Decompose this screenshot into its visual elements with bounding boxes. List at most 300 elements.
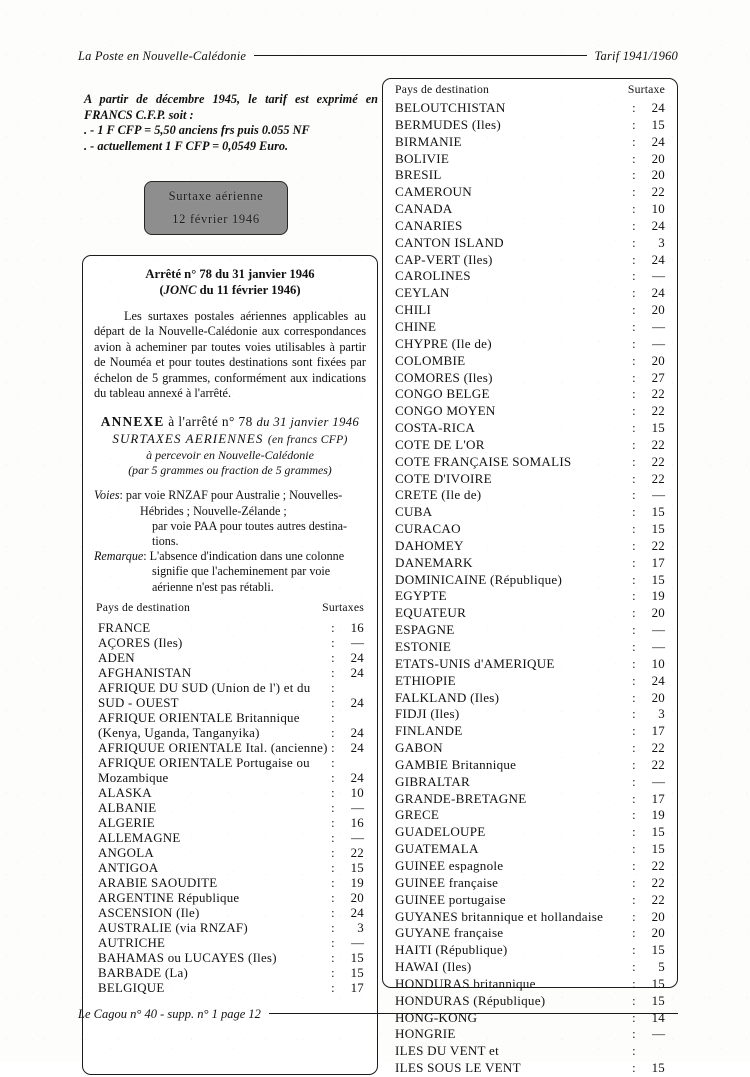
table-row — [395, 841, 667, 858]
table-row — [395, 235, 667, 252]
row-colon: : — [632, 690, 636, 705]
table-row — [395, 858, 667, 875]
country-name: ETHIOPIE — [395, 672, 456, 688]
table-row — [395, 201, 667, 218]
country-name: CRETE (Ile de) — [395, 487, 482, 503]
country-name: CANARIES — [395, 217, 463, 233]
row-colon: : — [632, 741, 636, 756]
country-name: GIBRALTAR — [395, 773, 470, 789]
country-name: AFRIQUE ORIENTALE Portugaise ou — [98, 755, 310, 770]
country-name: ALGERIE — [98, 815, 155, 830]
table-row — [98, 651, 366, 666]
surtax-value: 20 — [350, 890, 364, 905]
row-colon: : — [331, 875, 335, 890]
intro-line-2: . - 1 F CFP = 5,50 anciens frs puis 0.055 NF — [84, 123, 310, 137]
table-row — [395, 268, 667, 285]
country-name: GUYANE française — [395, 925, 504, 941]
voies-label: Voies — [94, 488, 120, 503]
surtax-value: 15 — [651, 505, 665, 520]
row-colon: : — [632, 421, 636, 436]
country-name: ANTIGOA — [98, 860, 159, 875]
country-name: HONG-KONG — [395, 1009, 478, 1025]
row-colon: : — [632, 993, 636, 1008]
country-name: GUINEE portugaise — [395, 891, 506, 907]
row-colon: : — [632, 454, 636, 469]
arrete-date-jonc: du 11 février 1946) — [196, 283, 301, 297]
table-row — [395, 100, 667, 117]
country-name: GRANDE-BRETAGNE — [395, 790, 527, 806]
surtax-value: 22 — [651, 741, 665, 756]
row-colon: : — [632, 673, 636, 688]
table-row — [395, 925, 667, 942]
surtax-value: 24 — [651, 101, 665, 115]
country-name: CAMEROUN — [395, 184, 472, 200]
row-colon: : — [331, 650, 335, 665]
surtax-value: 19 — [651, 589, 665, 604]
row-colon: : — [632, 437, 636, 452]
table-row — [98, 756, 366, 771]
row-colon: : — [632, 1027, 636, 1042]
row-colon: : — [331, 890, 335, 905]
row-colon: : — [331, 770, 335, 785]
surtax-value: 20 — [651, 353, 665, 368]
table-row — [395, 1060, 667, 1077]
country-name: DAHOMEY — [395, 537, 464, 553]
row-colon: : — [632, 252, 636, 267]
country-name: AÇORES (Iles) — [98, 635, 183, 650]
row-colon: : — [632, 538, 636, 553]
surtax-value: — — [652, 336, 665, 351]
surtax-value: 24 — [350, 770, 364, 785]
table-row — [395, 471, 667, 488]
right-country-list — [393, 100, 667, 1077]
right-column-table — [382, 78, 678, 1076]
row-colon: : — [632, 370, 636, 385]
surtax-value: 16 — [350, 815, 364, 830]
surtax-value: — — [652, 319, 665, 334]
country-name: CUBA — [395, 504, 433, 520]
country-name: ALLEMAGNE — [98, 830, 181, 845]
table-row — [395, 420, 667, 437]
country-name: COMORES (Iles) — [395, 369, 493, 385]
surtax-value: 22 — [651, 454, 665, 469]
header-title-left: La Poste en Nouvelle-Calédonie — [78, 48, 247, 63]
table-row — [395, 218, 667, 235]
country-name: Mozambique — [98, 770, 169, 785]
country-name: AFRIQUUE ORIENTALE Ital. (ancienne) — [98, 740, 328, 755]
table-row — [98, 711, 366, 726]
country-name: BELOUTCHISTAN — [395, 100, 506, 115]
country-name: EQUATEUR — [395, 605, 467, 621]
country-name: BELGIQUE — [98, 980, 165, 995]
row-colon: : — [632, 505, 636, 520]
country-name: FINLANDE — [395, 723, 463, 739]
surtax-value: 20 — [651, 303, 665, 318]
table-row — [98, 846, 366, 861]
surtax-value: 24 — [651, 286, 665, 301]
surtax-value: 15 — [651, 117, 665, 132]
table-row — [395, 656, 667, 673]
left-col-header-country: Pays de destination — [96, 600, 191, 614]
row-colon: : — [331, 950, 335, 965]
routing-notes — [94, 488, 366, 594]
country-name: ALBANIE — [98, 800, 157, 815]
annexe-heading — [94, 413, 366, 478]
country-name: COSTA-RICA — [395, 420, 476, 436]
table-row — [395, 673, 667, 690]
table-row — [98, 696, 366, 711]
country-name: BAHAMAS ou LUCAYES (Iles) — [98, 950, 277, 965]
row-colon: : — [632, 218, 636, 233]
row-colon: : — [632, 757, 636, 772]
surtax-value: 22 — [651, 892, 665, 907]
surtax-value: 19 — [350, 875, 364, 890]
voies-note-row — [94, 488, 366, 503]
row-colon: : — [632, 151, 636, 166]
table-row — [395, 521, 667, 538]
country-name: HONGRIE — [395, 1026, 456, 1042]
surtax-value: 20 — [651, 168, 665, 183]
country-name: COTE D'IVOIRE — [395, 470, 492, 486]
surtax-value: — — [351, 830, 364, 845]
table-row — [98, 771, 366, 786]
table-row — [395, 959, 667, 976]
surtax-value: 3 — [658, 707, 665, 722]
row-colon: : — [632, 640, 636, 654]
row-colon: : — [632, 134, 636, 149]
table-row — [98, 861, 366, 876]
annexe-word: ANNEXE — [100, 414, 165, 430]
surtax-value: 24 — [651, 252, 665, 267]
surtax-value: — — [652, 269, 665, 284]
table-row — [98, 936, 366, 951]
row-colon: : — [632, 926, 636, 941]
table-row — [98, 876, 366, 891]
country-name: ASCENSION (Ile) — [98, 905, 200, 920]
surtax-value: 17 — [651, 555, 665, 570]
row-colon: : — [632, 1010, 636, 1025]
row-colon: : — [632, 842, 636, 857]
country-name: AFRIQUE ORIENTALE Britannique — [98, 710, 300, 725]
country-name: FIDJI (Iles) — [395, 706, 460, 722]
row-colon: : — [632, 909, 636, 924]
table-row — [98, 831, 366, 846]
table-row — [395, 252, 667, 269]
surtax-value: 15 — [651, 993, 665, 1008]
row-colon: : — [632, 185, 636, 200]
row-colon: : — [331, 935, 335, 950]
country-name: GUYANES britannique et hollandaise — [395, 908, 604, 924]
country-name: AUTRICHE — [98, 935, 166, 950]
row-colon: : — [632, 572, 636, 587]
table-row — [395, 353, 667, 370]
surtax-value: 10 — [651, 656, 665, 671]
surtax-value: 22 — [651, 185, 665, 200]
surtax-value: 22 — [651, 437, 665, 452]
row-colon: : — [331, 710, 335, 725]
row-colon: : — [632, 303, 636, 318]
left-col-header-surtax: Surtaxes — [322, 600, 364, 614]
country-name: FRANCE — [98, 620, 151, 635]
country-name: ALASKA — [98, 785, 152, 800]
left-table-header — [94, 601, 366, 614]
arrete-title-line-1: Arrêté n° 78 du 31 janvier 1946 — [145, 267, 315, 281]
table-row — [395, 302, 667, 319]
table-row — [395, 875, 667, 892]
surtax-value: 15 — [651, 825, 665, 840]
surtax-value: — — [351, 635, 364, 650]
table-row — [395, 740, 667, 757]
remarque-line-2: signifie que l'acheminement par voie — [152, 564, 331, 579]
country-name: CHILI — [395, 302, 432, 318]
annexe-ref: à l'arrêté n° 78 — [164, 414, 257, 430]
table-row — [395, 336, 667, 353]
row-colon: : — [632, 707, 636, 722]
table-row — [98, 621, 366, 636]
table-row — [395, 942, 667, 959]
surtax-value: 24 — [350, 650, 364, 665]
country-name: CURACAO — [395, 521, 461, 537]
country-name: CONGO MOYEN — [395, 403, 496, 419]
country-name: CANADA — [395, 201, 453, 217]
surtax-value: 20 — [651, 606, 665, 621]
row-colon: : — [632, 286, 636, 301]
intro-line-1: A partir de décembre 1945, le tarif est exprimé en FRANCS C.F.P. soit : — [84, 92, 378, 122]
country-name: AUSTRALIE (via RNZAF) — [98, 920, 248, 935]
table-row — [395, 639, 667, 656]
right-table-header — [393, 83, 667, 96]
row-colon: : — [632, 235, 636, 250]
country-name: FALKLAND (Iles) — [395, 689, 500, 705]
table-row — [395, 791, 667, 808]
row-colon: : — [331, 815, 335, 830]
table-row — [395, 437, 667, 454]
row-colon: : — [331, 905, 335, 920]
remarque-label: Remarque — [94, 549, 144, 564]
row-colon: : — [632, 353, 636, 368]
surtax-value: 22 — [651, 404, 665, 419]
surtax-value: — — [652, 488, 665, 503]
country-name: ANGOLA — [98, 845, 154, 860]
country-name: GUATEMALA — [395, 841, 479, 857]
table-row — [98, 786, 366, 801]
surtax-value: 15 — [651, 842, 665, 857]
surtax-value: 22 — [651, 471, 665, 486]
right-col-header-country: Pays de destination — [395, 83, 490, 96]
row-colon: : — [632, 892, 636, 907]
table-row — [395, 807, 667, 824]
row-colon: : — [632, 825, 636, 840]
table-row — [395, 134, 667, 151]
surtax-value: 10 — [651, 202, 665, 217]
table-row — [395, 706, 667, 723]
surtax-value: 15 — [651, 1061, 665, 1076]
surtax-value: — — [351, 935, 364, 950]
table-row — [395, 167, 667, 184]
row-colon: : — [632, 101, 636, 115]
country-name: AFRIQUE DU SUD (Union de l') et du — [98, 680, 311, 695]
country-name: BRESIL — [395, 167, 442, 183]
table-row — [98, 981, 366, 996]
table-row — [98, 966, 366, 981]
surtax-value: 20 — [651, 909, 665, 924]
table-row — [98, 816, 366, 831]
row-colon: : — [632, 168, 636, 183]
surtax-value: 14 — [651, 1010, 665, 1025]
row-colon: : — [331, 920, 335, 935]
table-row — [395, 588, 667, 605]
table-row — [98, 891, 366, 906]
surtax-value: 3 — [357, 920, 364, 935]
table-row — [395, 504, 667, 521]
country-name: HAITI (République) — [395, 942, 508, 958]
row-colon: : — [632, 1044, 636, 1059]
row-colon: : — [331, 965, 335, 980]
row-colon: : — [331, 800, 335, 815]
voies-line-1: : par voie RNZAF pour Australie ; Nouvelles- — [119, 488, 343, 503]
surtax-value: 24 — [350, 740, 364, 755]
intro-line-3: . - actuellement 1 F CFP = 0,0549 Euro. — [84, 138, 289, 153]
row-colon: : — [632, 943, 636, 958]
row-colon: : — [331, 845, 335, 860]
table-row — [395, 184, 667, 201]
surtax-value: 15 — [651, 976, 665, 991]
surtax-value: 10 — [350, 785, 364, 800]
country-name: DANEMARK — [395, 554, 473, 570]
table-row — [98, 951, 366, 966]
row-colon: : — [331, 680, 335, 695]
table-row — [395, 538, 667, 555]
row-colon: : — [331, 860, 335, 875]
surtax-value: 3 — [658, 235, 665, 250]
country-name: GUINEE française — [395, 874, 499, 890]
table-row — [395, 690, 667, 707]
arrete-title-line-2 — [94, 282, 366, 298]
surtax-value: 20 — [651, 151, 665, 166]
left-column — [78, 88, 378, 995]
table-row — [395, 723, 667, 740]
table-row — [98, 801, 366, 816]
table-row — [395, 403, 667, 420]
country-name: CAP-VERT (Iles) — [395, 251, 493, 267]
annexe-line-2 — [94, 431, 366, 448]
table-row — [395, 117, 667, 134]
row-colon: : — [632, 976, 636, 991]
row-colon: : — [632, 589, 636, 604]
surtax-value: 15 — [651, 421, 665, 436]
country-name: CHYPRE (Ile de) — [395, 335, 492, 351]
voies-line-2: Hébrides ; Nouvelle-Zélande ; — [140, 503, 287, 518]
country-name: BOLIVIE — [395, 150, 450, 166]
stamp-line-1: Surtaxe aérienne — [168, 189, 264, 204]
row-colon: : — [632, 875, 636, 890]
country-name: GABON — [395, 740, 443, 756]
surtax-value: 24 — [651, 134, 665, 149]
country-name: DOMINICAINE (République) — [395, 571, 563, 587]
row-colon: : — [632, 471, 636, 486]
country-name: GUINEE espagnole — [395, 857, 504, 873]
row-colon: : — [632, 404, 636, 419]
country-name: COTE FRANÇAISE SOMALIS — [395, 453, 572, 469]
table-row — [98, 741, 366, 756]
country-name: CHINE — [395, 318, 437, 334]
table-row — [98, 726, 366, 741]
surtax-value: 24 — [651, 673, 665, 688]
row-colon: : — [331, 665, 335, 680]
row-colon: : — [632, 202, 636, 217]
arrete-body-text: Les surtaxes postales aériennes applicables au départ de la Nouvelle-Calédonie aux correspondances avion à acheminer par toutes voies utilisables à partir de Nouméa et pour toutes destinations sont fixées par échelon de 5 grammes, conformément aux indications du tableau annexé à l'arrêté. — [94, 309, 366, 401]
country-name: ILES DU VENT et — [395, 1043, 500, 1059]
header-rule — [254, 55, 586, 56]
surtax-value: 20 — [651, 926, 665, 941]
annexe-line-3: à percevoir en Nouvelle-Calédonie — [146, 448, 314, 463]
table-row — [395, 370, 667, 387]
table-row — [395, 454, 667, 471]
surtax-value: 22 — [651, 757, 665, 772]
running-header — [78, 46, 678, 66]
table-row — [395, 555, 667, 572]
surtax-value: 24 — [350, 665, 364, 680]
table-row — [395, 824, 667, 841]
jonc-reference: JONC — [163, 283, 197, 297]
table-row — [98, 666, 366, 681]
row-colon: : — [632, 606, 636, 621]
row-colon: : — [632, 808, 636, 823]
header-title-right: Tarif 1941/1960 — [594, 48, 678, 63]
remarque-note-row — [94, 549, 366, 564]
table-row — [98, 906, 366, 921]
country-name: GRECE — [395, 807, 440, 823]
annexe-date: du 31 janvier 1946 — [256, 415, 360, 430]
country-name: (Kenya, Uganda, Tanganyika) — [98, 725, 260, 740]
surtax-value: 17 — [350, 980, 364, 995]
row-colon: : — [632, 656, 636, 671]
surtax-value: 15 — [350, 950, 364, 965]
row-colon: : — [632, 555, 636, 570]
country-name: GUADELOUPE — [395, 824, 486, 840]
row-colon: : — [632, 858, 636, 873]
surtax-value: 24 — [350, 695, 364, 710]
country-name: ESTONIE — [395, 639, 452, 654]
arrete-box — [82, 255, 378, 1075]
table-row — [98, 921, 366, 936]
country-name: COLOMBIE — [395, 352, 466, 368]
surtax-value: 17 — [651, 724, 665, 739]
running-footer — [78, 1004, 678, 1024]
table-row — [395, 909, 667, 926]
surtax-value: 24 — [350, 725, 364, 740]
country-name: BARBADE (La) — [98, 965, 188, 980]
surtax-value: 17 — [651, 791, 665, 806]
country-name: HONDURAS (République) — [395, 992, 546, 1008]
table-row — [395, 1043, 667, 1060]
country-name: HAWAI (Iles) — [395, 959, 472, 975]
country-name: ARGENTINE République — [98, 890, 240, 905]
row-colon: : — [632, 724, 636, 739]
row-colon: : — [331, 620, 335, 635]
surtax-value: 27 — [651, 370, 665, 385]
surtax-value: 15 — [350, 965, 364, 980]
row-colon: : — [632, 319, 636, 334]
voies-line-3: par voie PAA pour toutes autres destina- — [152, 518, 348, 533]
left-country-list — [94, 621, 366, 996]
table-row — [395, 605, 667, 622]
surtax-value: 15 — [350, 860, 364, 875]
annexe-line-1 — [94, 413, 366, 431]
country-name: ILES SOUS LE VENT — [395, 1060, 521, 1076]
surtax-value: — — [351, 800, 364, 815]
surtax-value: 22 — [651, 538, 665, 553]
